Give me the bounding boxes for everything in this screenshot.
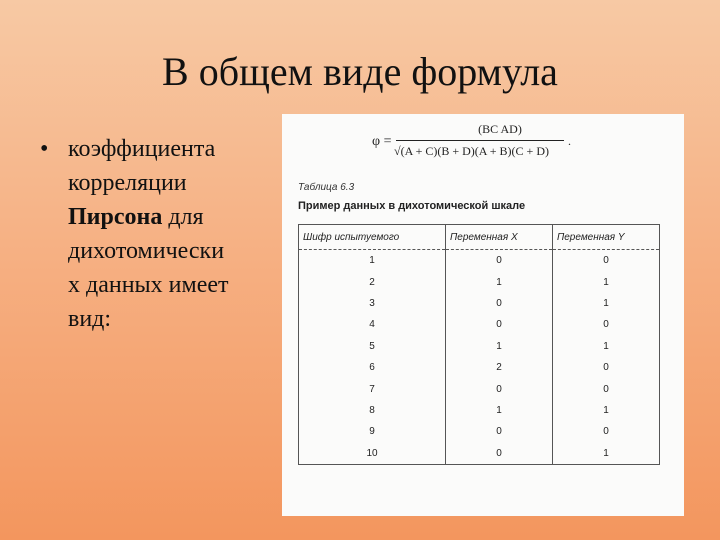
cell-code: 9 xyxy=(299,421,446,442)
cell-code: 5 xyxy=(299,336,446,357)
table-row xyxy=(299,293,660,314)
data-table xyxy=(298,224,660,465)
table-number: Таблица 6.3 xyxy=(298,182,355,193)
table-caption: Пример данных в дихотомической шкале xyxy=(298,200,526,212)
bullet-text xyxy=(68,132,268,336)
formula-tail: . xyxy=(568,134,571,148)
table-row xyxy=(299,336,660,357)
cell-x: 0 xyxy=(446,443,553,465)
cell-y: 0 xyxy=(553,378,660,399)
table-row xyxy=(299,378,660,399)
cell-y: 0 xyxy=(553,250,660,272)
header-variable-y: Переменная Y xyxy=(553,225,660,250)
header-variable-x: Переменная X xyxy=(446,225,553,250)
cell-y: 0 xyxy=(553,314,660,335)
cell-y: 1 xyxy=(553,271,660,292)
bullet-item xyxy=(40,132,268,336)
cell-code: 10 xyxy=(299,443,446,465)
cell-code: 1 xyxy=(299,250,446,272)
cell-x: 0 xyxy=(446,378,553,399)
cell-y: 0 xyxy=(553,421,660,442)
formula-lhs: φ = xyxy=(372,134,392,149)
cell-y: 0 xyxy=(553,357,660,378)
table-row xyxy=(299,250,660,272)
cell-x: 1 xyxy=(446,400,553,421)
table-row xyxy=(299,400,660,421)
cell-code: 6 xyxy=(299,357,446,378)
cell-code: 4 xyxy=(299,314,446,335)
cell-code: 8 xyxy=(299,400,446,421)
cell-code: 2 xyxy=(299,271,446,292)
formula-denominator: √(A + C)(B + D)(A + B)(C + D) xyxy=(394,144,549,158)
slide-title: В общем виде формула xyxy=(162,49,558,94)
formula-numerator: (BC AD) xyxy=(478,122,522,136)
table-row xyxy=(299,421,660,442)
header-subject-code: Шифр испытуемого xyxy=(299,225,446,250)
cell-y: 1 xyxy=(553,293,660,314)
cell-y: 1 xyxy=(553,400,660,421)
phi-formula xyxy=(372,120,662,168)
table-row xyxy=(299,357,660,378)
table-row xyxy=(299,443,660,465)
cell-x: 0 xyxy=(446,421,553,442)
cell-x: 0 xyxy=(446,250,553,272)
bullet-text-bold: Пирсона xyxy=(68,204,163,230)
cell-y: 1 xyxy=(553,336,660,357)
fraction-bar xyxy=(396,140,564,141)
scanned-figure xyxy=(282,114,684,516)
cell-code: 7 xyxy=(299,378,446,399)
table-header-row xyxy=(299,225,660,250)
cell-x: 1 xyxy=(446,336,553,357)
table-row xyxy=(299,271,660,292)
cell-x: 1 xyxy=(446,271,553,292)
bullet-text-start: коэффициента корреляции xyxy=(68,136,216,196)
bullet-text-end: для дихотомически х данных имеет вид: xyxy=(68,204,229,332)
cell-code: 3 xyxy=(299,293,446,314)
bullet-marker: • xyxy=(40,136,49,162)
cell-y: 1 xyxy=(553,443,660,465)
cell-x: 2 xyxy=(446,357,553,378)
cell-x: 0 xyxy=(446,314,553,335)
cell-x: 0 xyxy=(446,293,553,314)
table-row xyxy=(299,314,660,335)
